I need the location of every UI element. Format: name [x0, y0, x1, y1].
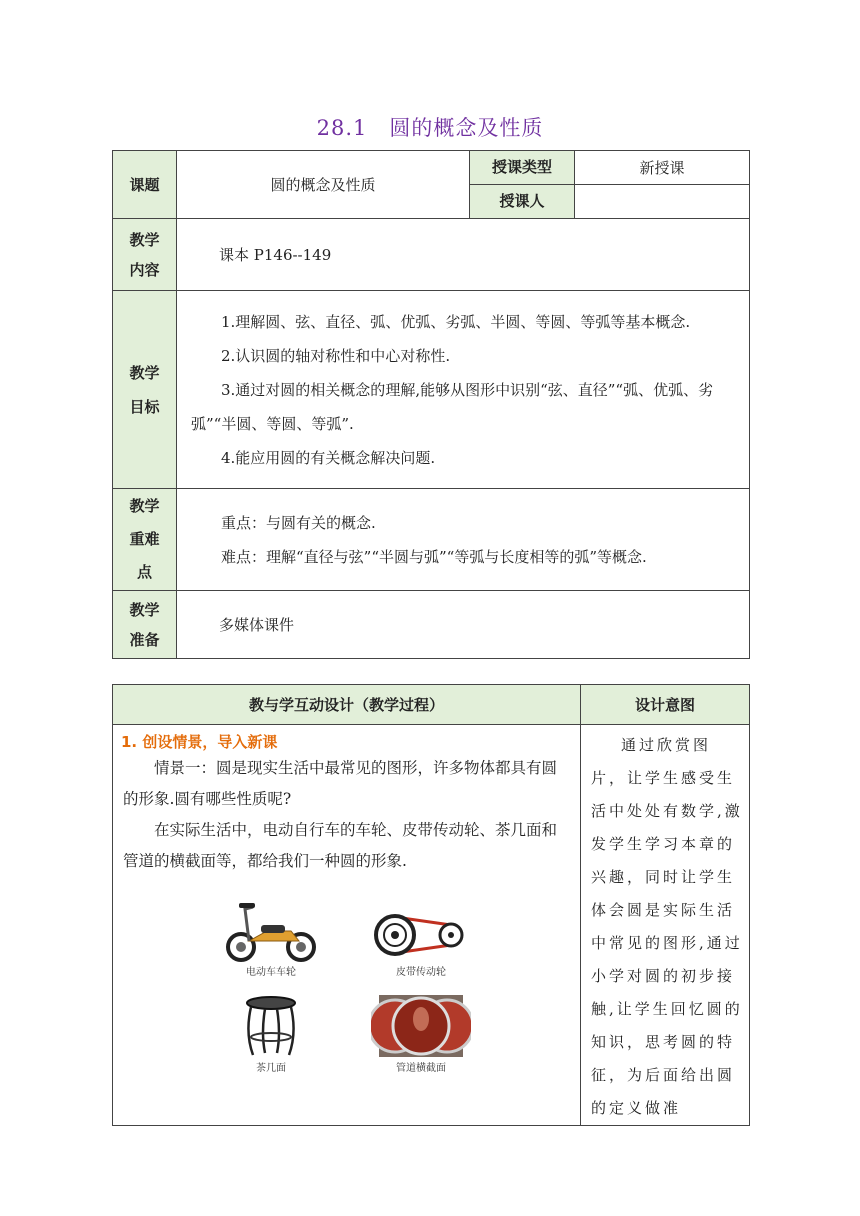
topic-value: 圆的概念及性质	[177, 151, 470, 219]
intent-cell	[581, 725, 750, 1126]
process-cell	[113, 725, 581, 1126]
keypoints-cell	[177, 489, 750, 591]
tea-table-icon	[221, 993, 321, 1059]
goal-item: 4.能应用圆的有关概念解决问题.	[221, 448, 436, 467]
keypoints-label-text: 教学重难点	[129, 497, 160, 581]
table-caption: 茶几面	[256, 1063, 286, 1074]
goal-item: 2.认识圆的轴对称性和中心对称性.	[221, 346, 451, 365]
goal-item: 1.理解圆、弦、直径、弧、优弧、劣弧、半圆、等圆、等弧等基本概念.	[221, 312, 691, 331]
belt-caption: 皮带传动轮	[396, 967, 446, 978]
example-images	[113, 901, 580, 1081]
goals-cell	[177, 291, 750, 489]
keypoints-label	[113, 489, 177, 591]
content-label-text: 教学内容	[129, 230, 160, 279]
intent-header: 设计意图	[581, 685, 750, 725]
teacher-value	[575, 185, 750, 219]
process-paragraph: 情景一：圆是现实生活中最常见的图形，许多物体都具有圆的形象.圆有哪些性质呢?	[123, 759, 558, 808]
lesson-info-table	[112, 150, 750, 659]
type-value: 新授课	[575, 151, 750, 185]
pipe-image	[371, 993, 471, 1074]
process-paragraph: 在实际生活中，电动自行车的车轮、皮带传动轮、茶几面和管道的横截面等，都给我们一种圆的形象.	[123, 821, 558, 870]
keypoint-item: 重点：与圆有关的概念.	[221, 513, 376, 532]
pipe-caption: 管道横截面	[396, 1063, 446, 1074]
goals-label	[113, 291, 177, 489]
goal-item: 3.通过对圆的相关概念的理解,能够从图形中识别“弦、直径”“弧、优弧、劣弧”“半圆、等圆、等弧”.	[191, 380, 714, 433]
page-title: 28.1 圆的概念及性质	[316, 116, 544, 140]
prep-label	[113, 591, 177, 659]
teacher-label: 授课人	[470, 185, 575, 219]
topic-label: 课题	[113, 151, 177, 219]
process-header: 教与学互动设计（教学过程）	[113, 685, 581, 725]
table-image	[221, 993, 321, 1074]
belt-wheel-icon	[371, 901, 471, 963]
intent-text: 通过欣赏图片，让学生感受生活中处处有数学,激发学生学习本章的兴趣，同时让学生体会圆是实际生活中常见的图形,通过小学对圆的初步接触,让学生回忆圆的知识，思考圆的特征，为后面给出圆的定义做准	[591, 736, 743, 1117]
prep-value: 多媒体课件	[177, 591, 750, 659]
goals-label-text: 教学目标	[129, 363, 160, 416]
pipe-cross-section-icon	[371, 993, 471, 1059]
process-table	[112, 684, 750, 1126]
content-value: 课本 P146--149	[177, 219, 750, 291]
bike-image	[221, 901, 321, 978]
prep-label-text: 教学准备	[129, 600, 160, 649]
type-label: 授课类型	[470, 151, 575, 185]
section-title: 1. 创设情景，导入新课	[121, 733, 278, 751]
bike-caption: 电动车车轮	[246, 967, 296, 978]
content-label	[113, 219, 177, 291]
belt-image	[371, 901, 471, 978]
electric-bike-icon	[221, 901, 321, 963]
keypoint-item: 难点：理解“直径与弦”“半圆与弧”“等弧与长度相等的弧”等概念.	[221, 547, 647, 566]
